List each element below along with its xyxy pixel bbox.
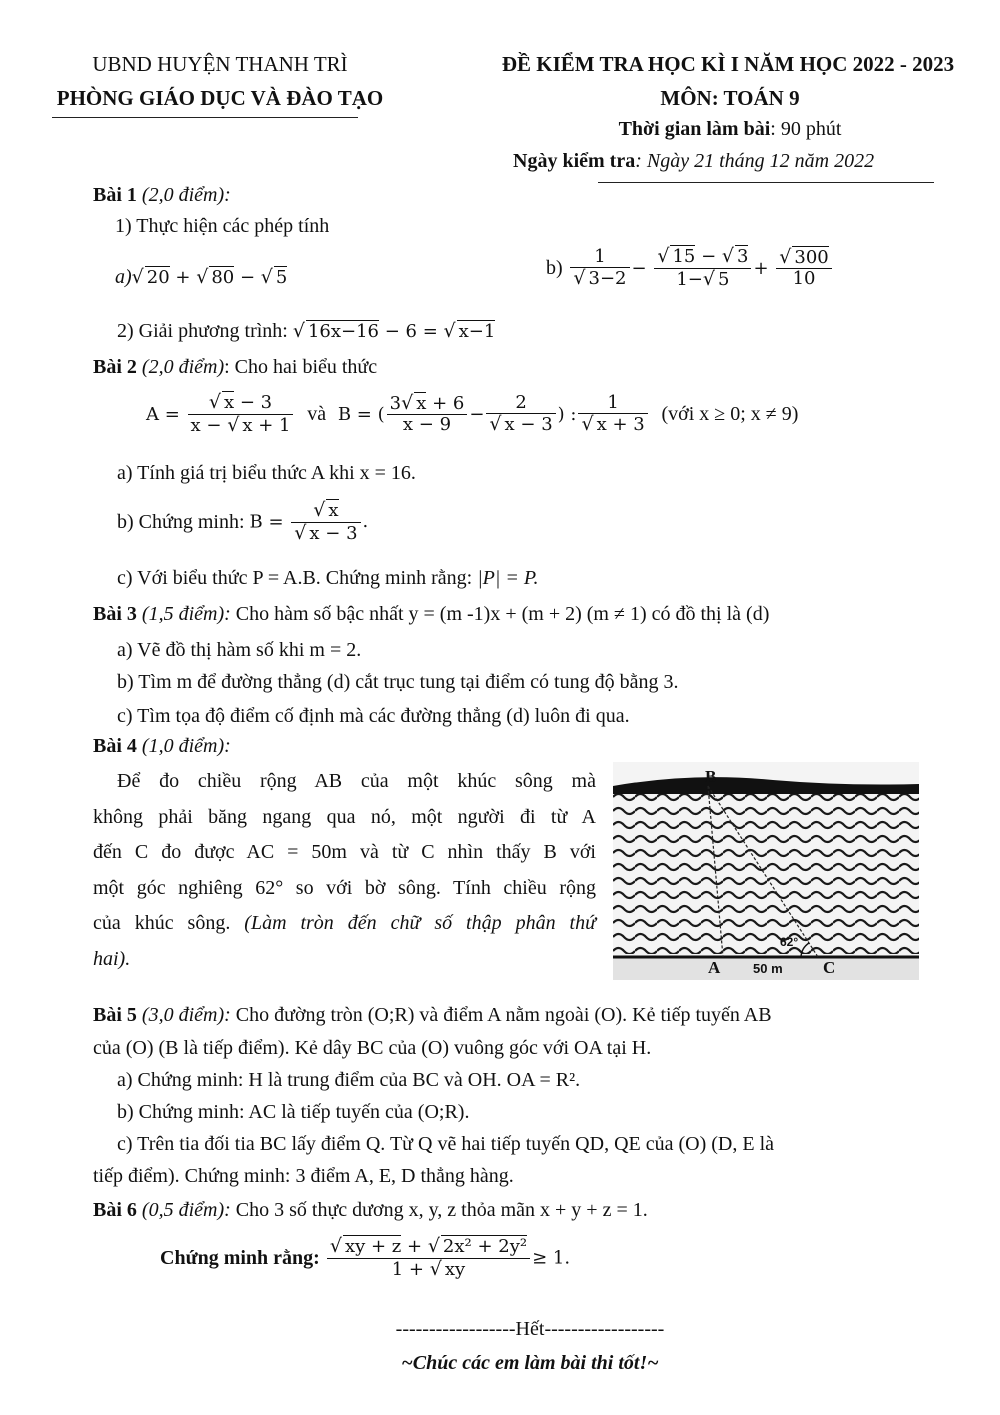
expr-A-label: A = <box>146 403 180 425</box>
bai5-qa: a) Chứng minh: H là trung điểm của BC và OH. OA = R². <box>117 1069 581 1091</box>
bai4-line-2: không phải băng ngang qua nó, một người đi từ A <box>93 805 596 828</box>
bai1-q2-text: 2) Giải phương trình: <box>117 320 288 342</box>
point-A-label: A <box>708 958 721 977</box>
bai2-heading <box>93 356 377 379</box>
condition: (với x ≥ 0; x ≠ 9) <box>661 402 799 425</box>
bai4-heading <box>93 735 231 758</box>
bai6-prove-label: Chứng minh rằng: <box>160 1246 320 1269</box>
bai1-qb-expr: b) $\frac{1}{√ 3-2}$ − $\frac{√ 15 - √ 3}{1-√ 5}$ + $\frac{√ 300}{10}$ <box>546 246 834 291</box>
bai5-qc-2: tiếp điểm). Chứng minh: 3 điểm A, E, D thẳng hàng. <box>93 1165 514 1187</box>
bai6-inequality: ≥ 1. <box>532 1247 571 1269</box>
bai2-qc: c) Với biểu thức P = A.B. Chứng minh rằng: |P| = P. <box>117 567 539 589</box>
radicand-5: 5 <box>275 267 288 288</box>
end-text: Hết <box>515 1318 545 1340</box>
bai1-q2: 2) Giải phương trình: √ 16x−16 − 6 = √ x−1 <box>117 320 496 342</box>
river-figure <box>613 762 919 980</box>
bai3-title: Bài 3 <box>93 603 137 625</box>
bai3-qa: a) Vẽ đồ thị hàm số khi m = 2. <box>117 639 362 661</box>
bai4-line-5: của khúc sông. (Làm tròn đến chữ số thập phân thứ <box>93 912 596 934</box>
fraction-1: $\frac{1}{√ 3-2}$ <box>570 247 629 291</box>
date-label: Ngày kiểm tra <box>513 150 636 172</box>
bai4-line-3: đến C đo được AC = 50m và từ C nhìn thấy B với <box>93 841 596 863</box>
bai1-title: Bài 1 <box>93 184 137 206</box>
expr-A-fraction: $\frac{√ x - 3}{x - √ x + 1}$ <box>188 392 294 437</box>
fraction-3: $\frac{√ 300}{10}$ <box>776 247 831 291</box>
bai4-text <box>93 764 596 977</box>
bai3-points: (1,5 điểm): <box>141 603 231 625</box>
expr-B-fraction-2: $\frac{2}{√ x - 3}$ <box>486 393 555 437</box>
fraction-2: $\frac{√ 15 - √ 3}{1-√ 5}$ <box>654 246 751 291</box>
bai3-qb: b) Tìm m để đường thẳng (d) cắt trục tung tại điểm có tung độ bằng 3. <box>117 671 679 693</box>
good-luck-message: ~Chúc các em làm bài thi tốt!~ <box>401 1352 659 1374</box>
bai1-qa-expr: a)√ 20 + √ 80 − √ 5 <box>115 266 288 288</box>
q2-radicand-1: 16x−16 <box>307 321 379 342</box>
header-left-underline <box>52 117 358 118</box>
bai4-title: Bài 4 <box>93 735 137 757</box>
angle-label: 62° <box>780 935 799 949</box>
bai1-q1: 1) Thực hiện các phép tính <box>115 215 330 237</box>
bai6-points: (0,5 điểm): <box>141 1199 231 1221</box>
bai5-intro: Cho đường tròn (O;R) và điểm A nằm ngoài (O). Kẻ tiếp tuyến AB <box>230 1004 772 1026</box>
exam-title: ĐỀ KIỂM TRA HỌC KÌ I NĂM HỌC 2022 - 2023 <box>501 52 955 76</box>
bai1-qa-label: a) <box>115 266 132 288</box>
bai2-qb-fraction: $\frac{√ x}{√ x - 3}$ <box>291 500 360 545</box>
radicand-20: 20 <box>146 267 170 288</box>
bai6-heading <box>93 1199 648 1222</box>
radicand-80: 80 <box>211 267 235 288</box>
bai3-qc: c) Tìm tọa độ điểm cố định mà các đường thẳng (d) luôn đi qua. <box>117 705 630 727</box>
bai5-qc-1: c) Trên tia đối tia BC lấy điểm Q. Từ Q vẽ hai tiếp tuyến QD, QE của (O) (D, E là <box>117 1133 775 1155</box>
exam-subject: MÔN: TOÁN 9 <box>660 86 800 110</box>
header-department: UBND HUYỆN THANH TRÌ <box>92 52 348 76</box>
bai5-qb: b) Chứng minh: AC là tiếp tuyến của (O;R). <box>117 1101 470 1123</box>
bai4-line-4: một góc nghiêng 62° so với bờ sông. Tính chiều rộng <box>93 876 596 899</box>
q2-radicand-2: x−1 <box>458 321 496 342</box>
bai6-intro: Cho 3 số thực dương x, y, z thỏa mãn x + y + z = 1. <box>230 1199 648 1221</box>
bai5-points: (3,0 điểm): <box>141 1004 231 1026</box>
bai6-fraction: $\frac{\text{√ xy + z + √ 2x² + 2y²}}{1 + √ xy}$ <box>327 1236 530 1281</box>
expr-B-label: B = ( <box>337 403 385 425</box>
distance-label: 50 m <box>753 961 783 976</box>
bai6-title: Bài 6 <box>93 1199 137 1221</box>
bai6-prove <box>160 1236 570 1281</box>
point-B-label: B <box>705 767 717 786</box>
bai1-qb-label: b) <box>546 256 563 279</box>
bai2-points: (2,0 điểm) <box>141 356 225 378</box>
bai2-qa: a) Tính giá trị biểu thức A khi x = 16. <box>117 462 416 484</box>
bai3-intro: Cho hàm số bậc nhất y = (m -1)x + (m + 2) (m ≠ 1) có đồ thị là (d) <box>230 603 770 625</box>
bai2-intro: : Cho hai biểu thức <box>224 356 378 378</box>
exam-duration <box>500 118 960 141</box>
date-value: : Ngày 21 tháng 12 năm 2022 <box>635 150 875 172</box>
bai1-heading <box>93 184 231 207</box>
bai4-line-1: Để đo chiều rộng AB của một khúc sông mà <box>117 770 596 792</box>
bai2-qc-expr: |P| = P. <box>477 567 539 589</box>
bai2-qb: b) Chứng minh: B = $\frac{√ x}{√ x - 3}$ . <box>117 499 369 544</box>
bai3-heading <box>93 603 769 626</box>
header-office: PHÒNG GIÁO DỤC VÀ ĐÀO TẠO <box>56 86 384 110</box>
bai5-heading <box>93 1004 772 1027</box>
bai5-intro-2: của (O) (B là tiếp điểm). Kẻ dây BC của (O) vuông góc với OA tại H. <box>93 1037 652 1059</box>
bai1-points: (2,0 điểm): <box>141 184 231 206</box>
bai2-title: Bài 2 <box>93 356 137 378</box>
bai4-points: (1,0 điểm): <box>141 735 231 757</box>
exam-date <box>513 150 874 173</box>
expr-B-fraction-3: $\frac{1}{√ x + 3}$ <box>578 393 647 437</box>
duration-label: Thời gian làm bài <box>618 118 771 140</box>
bai5-title: Bài 5 <box>93 1004 137 1026</box>
and-word: và <box>307 402 327 425</box>
river-water <box>613 794 919 954</box>
duration-value: : 90 phút <box>770 118 842 140</box>
bai2-expressions: A = $\frac{√ x - 3}{x - √ x + 1}$ và B = ( $\frac{3√ x + 6}{x - 9}$ − $\frac{2}{√ x - 3}$ ) : $\frac{1}{√ x + 3}$ (với x ≥ 0; x ≠ 9) <box>146 391 799 436</box>
bai4-line-6: hai). <box>93 947 131 970</box>
expr-B-fraction-1: $\frac{3√ x + 6}{x - 9}$ <box>387 393 468 437</box>
point-C-label: C <box>823 958 836 977</box>
header-right-underline <box>598 182 934 183</box>
end-marker: ------------------Hết------------------ <box>395 1318 665 1340</box>
